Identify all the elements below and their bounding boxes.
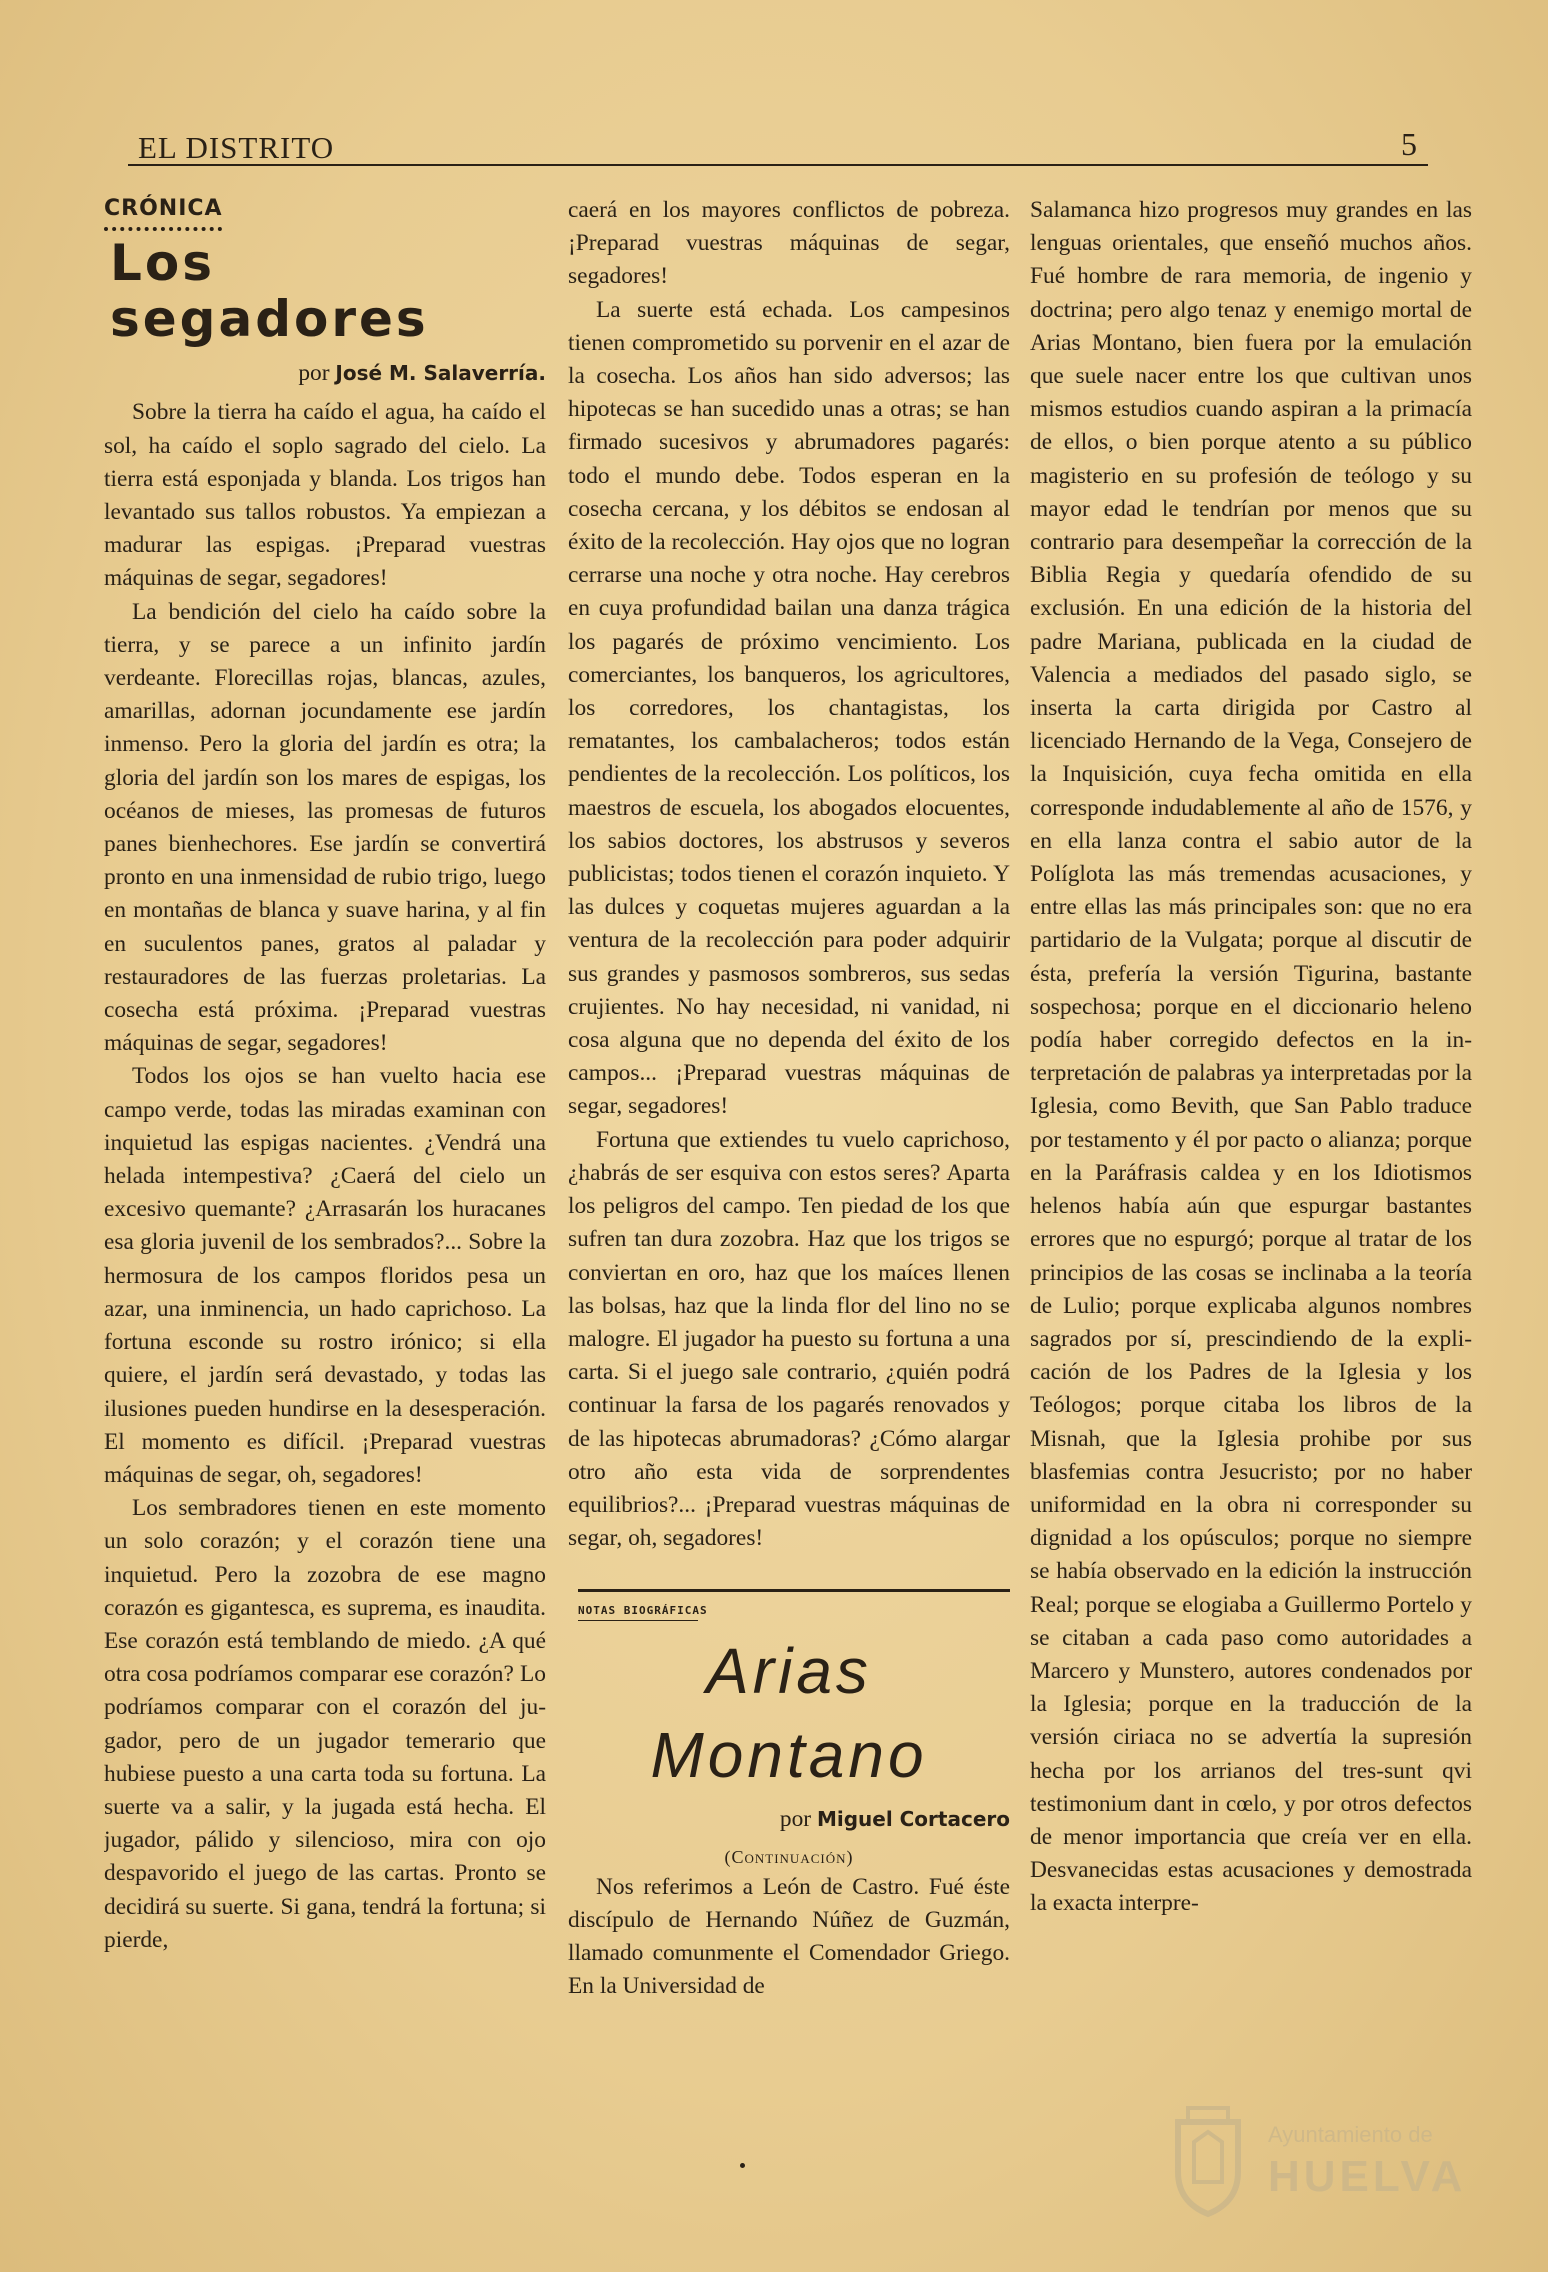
column-3 (1030, 194, 1472, 2194)
publication-name: EL DISTRITO (138, 130, 335, 165)
section-separator (578, 1589, 1010, 1592)
continuation-note: (Continuación) (724, 1846, 854, 1867)
page-number: 5 (1401, 126, 1418, 162)
archive-watermark (1158, 2102, 1467, 2222)
page-header (128, 126, 1418, 166)
paragraph: Salamanca hizo progresos muy grandes en las lenguas orientales, que enseñó muchos años. Fué hombre de rara memoria, de ingenio y doctrina; pero algo tenaz y enemigo mortal de Arias Montano, bien fuera por la emulación que suele nacer entre los que cultivan unos mismos estudios cuando aspiran a la primacía de ellos, o bien porque atento a su público magisterio en su profesión de teólogo y su mayor edad le tendrían por menos que su contrario para desempeñar la corrección de la Biblia Regia y quedaría ofendido de su exclusión. En una edición de la historia del padre Mariana, publicada en la ciudad de Valencia a mediados del pasado siglo, se inserta la carta dirigida por Castro al licenciado Hernando de la Vega, Consejero de la Inquisición, cuya fecha omitida en ella corresponde indudablemente al año de 1576, y en ella lanza contra el sabio autor de la Políglota las más tremendas acusaciones, y entre ellas las más principales son: que no era partidario de la Vulgata; porque al discutir de ésta, prefería la versión Tigurina, bastante sospechosa; porque en el diccionario heleno podía haber corregido defectos en la interpretación de palabras ya interpretadas por la Iglesia, como Bevith, que San Pablo traduce por testamento y él por pacto o alianza; porque en la Paráfrasis caldea y en los Idiotismos helenos había aún que espurgar bastantes errores que no espurgó; porque al tratar de los principios de las cosas se inclinaba a la teoría de Lulio; porque explicaba algunos nombres sagrados por sí, prescindiendo de la explicación de los Padres de la Iglesia y los Teólogos; porque citaba los libros de la Misnah, que la Iglesia prohibe por sus blasfemias contra Jesucristo; por no haber uniformidad en la obra ni corresponder su dignidad a los opúsculos; porque no siempre se había observado en la edición la instrucción Real; porque se elogiaba a Guillermo Portelo y se citaban a cada paso como autoridades a Marcero y Munstero, autores condenados por la Iglesia; porque en la traducción de la versión ciriaca no se advertía la supresión hecha por los arrianos del tres-sunt qvi testimonium dant in cœlo, y por otros defectos de menor importancia que creía ver en ella. Desvanecidas estas acusaciones y demostrada la exacta interpre- (1030, 197, 1472, 1917)
article-title-arias: Arias Montano (650, 1635, 928, 1792)
column-1 (104, 180, 546, 2180)
paragraph: Todos los ojos se han vuelto hacia ese campo verde, todas las miradas examinan con inquietud las espigas nacientes. ¿Vendrá una helada intempestiva? ¿Caerá del cielo un excesivo quemante? ¿Arrasarán los huracanes esa gloria juvenil de los sembrados?... Sobre la hermosura de los campos floridos pesa un azar, una inminencia, un hado caprichoso. La fortuna esconde su rostro irónico; si ella quiere, el jardín será devastado, y todas las ilusiones pueden hundirse en la desesperación. El momento es difícil. ¡Preparad vuestras máquinas de segar, oh, segadores! (104, 1063, 546, 1488)
column-2 (568, 194, 1010, 2194)
header-rule (128, 164, 1428, 166)
page-dot (740, 2163, 745, 2168)
paragraph: La bendición del cielo ha caído sobre la tierra, y se parece a un infinito jardín verdeante. Florecillas rojas, blancas, azules, amarillas, adornan jocundamente ese jardín inmenso. Pero la gloria del jardín es otra; la gloria del jardín son los mares de espigas, los océanos de mieses, las promesas de futuros panes bienhechores. Ese jardín se convertirá pronto en una inmensidad de rubio trigo, luego en montañas de blanca y suave harina, y al fin en suculentos panes, gratos al paladar y restauradores de las fuerzas proletarias. La cosecha está próxima. ¡Preparad vuestras máquinas de segar, segadores! (104, 598, 546, 1057)
arias-byline (568, 1803, 1010, 1836)
paragraph: caerá en los mayores conflictos de pobreza. ¡Preparad vuestras máquinas de segar, segadores! (568, 197, 1010, 290)
byline-author: José M. Salaverría. (335, 361, 546, 386)
watermark-line-2: HUELVA (1268, 2152, 1467, 2201)
paragraph: Sobre la tierra ha caído el agua, ha caído el sol, ha caído el soplo sagrado del cielo. La tierra está esponjada y blanda. Los trigos han levantado sus tallos robustos. Ya empiezan a madurar las espigas. ¡Preparad vuestras máquinas de segar, segadores! (104, 399, 546, 592)
section-label-notas: NOTAS BIOGRÁFICAS (578, 1604, 708, 1618)
byline-prefix: por (779, 1806, 812, 1833)
paragraph: Fortuna que extiendes tu vuelo caprichoso, ¿habrás de ser esquiva con estos seres? Aparta los peligros del campo. Ten piedad de los que sufren tan dura zozobra. Haz que los trigos se conviertan en oro, haz que los maíces llenen las bolsas, haz que la linda flor del lino no se malogre. El jugador ha puesto su fortuna a una carta. Si el juego sale contrario, ¿quién podrá continuar la farsa de los pagarés renovados y de las hipotecas abrumadoras? ¿Cómo alargar otro año esta vida de sorprendentes equilibrios?... ¡Preparad vuestras máquinas de segar, oh, segadores! (568, 1126, 1010, 1552)
kicker-dotted-rule (104, 227, 222, 231)
section-label-underline (578, 1620, 698, 1621)
article-byline (104, 357, 546, 390)
watermark-line-1: Ayuntamiento de (1268, 2122, 1433, 2147)
byline-prefix: por (298, 360, 330, 387)
paragraph: Nos referimos a León de Castro. Fué éste discípulo de Hernando Núñez de Guzmán, llamado comunmente el Comendador Griego. En la Universidad de (568, 1873, 1010, 2000)
article-title: Los segadores (110, 234, 429, 349)
paragraph: Los sembradores tienen en este momento un solo corazón; y el corazón tiene una inquietud. Pero la zozobra de ese magno corazón es gigantesca, es suprema, es inaudita. Ese corazón está temblando de miedo. ¿A qué otra cosa podríamos comparar ese corazón? Lo podríamos comparar con el corazón del jugador, pero de un jugador temerario que hubiese puesto a una carta toda su fortuna. La suerte va a salir, y la jugada está hecha. El jugador, pálido y silencioso, mira con ojo despavorido el juego de las cartas. Pronto se decidirá su suerte. Si gana, tendrá la fortuna; si pierde, (104, 1495, 546, 1953)
byline-author: Miguel Cortacero (816, 1807, 1010, 1832)
coat-of-arms-icon (1158, 2102, 1258, 2222)
paragraph: La suerte está echada. Los campesinos tienen comprometido su porvenir en el azar de la cosecha. Los años han sido adversos; las hipotecas se han sucedido unas a otras; se han firmado sucesivos y abrumadores pagarés: todo el mundo debe. Todos esperan en la cosecha cercana, y los débitos se endosan al éxito de la recolección. Hay ojos que no logran cerrarse una noche y otra noche. Hay cerebros en cuya profundidad bailan una danza trágica los pagarés de próximo vencimiento. Los comerciantes, los banqueros, los agricultores, los corredores, los chantagistas, los rematantes, los cambalacheros; todos están pendientes de la recolección. Los políticos, los maestros de escuela, los abogados elocuentes, los sabios doctores, los abstrusos y severos publicistas; todos tienen el corazón inquieto. Y las dulces y coquetas mujeres aguardan a la ventura de la recolección para poder adquirir sus grandes y pasmosos sombreros, sus sedas crujientes. No hay necesidad, ni vanidad, ni cosa alguna que no dependa del éxito de los campos... ¡Preparad vuestras máquinas de segar, segadores! (568, 296, 1010, 1120)
section-kicker: CRÓNICA (104, 196, 223, 221)
